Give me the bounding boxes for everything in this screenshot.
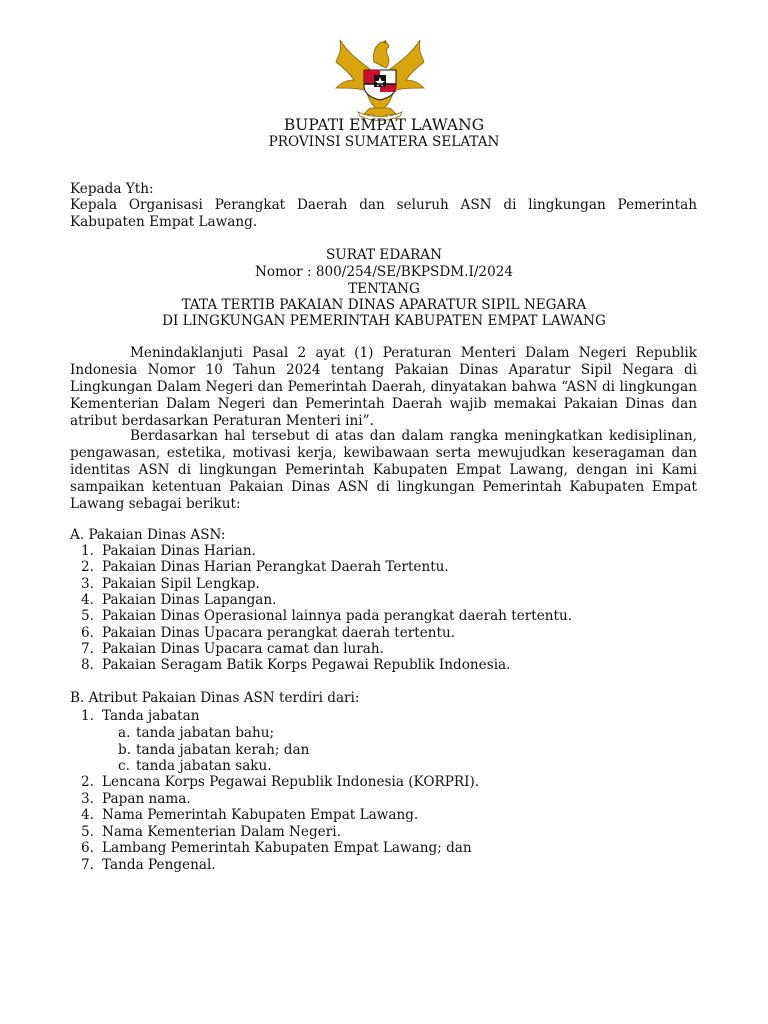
list-item-text: Pakaian Dinas Harian. [102,543,256,559]
list-item-number: 6. [81,840,94,856]
letter-subject-line-1: TATA TERTIB PAKAIAN DINAS APARATUR SIPIL NEGARA [181,297,587,313]
list-item [72,857,216,874]
list-item-text: Papan nama. [102,790,191,807]
list-item-number: b. [118,741,132,758]
list-item-text: Nama Pemerintah Kabupaten Empat Lawang. [102,807,419,823]
list-item-number: 3. [81,575,94,592]
list-item-number: 4. [81,591,94,608]
list-item-text: Nama Kementerian Dalam Negeri. [102,823,341,840]
garuda-emblem-icon [330,34,430,122]
list-item-number: 2. [81,559,94,576]
list-item-number: 1. [81,708,94,724]
list-item [72,824,341,841]
list-item [118,758,272,775]
list-item [72,641,384,658]
list-item-number: c. [118,758,130,774]
list-item [72,576,260,593]
list-item-text: Pakaian Dinas Upacara camat dan lurah. [102,640,384,657]
letter-about: TENTANG [348,281,420,297]
list-item-number: 5. [81,823,94,840]
list-item-number: 7. [81,640,94,657]
body-paragraph-1: Menindaklanjuti Pasal 2 ayat (1) Peraturan Menteri Dalam Negeri Republik Indonesia Nomor 10 Tahun 2024 tentang Pakaian Dinas Aparatur Sipil Negara di Lingkungan Dalam Negeri dan Pemerintah Daerah, dinyatakan bahwa “ASN di lingkungan Kementerian Dalam Negeri dan Pemerintah Daerah wajib memakai Pakaian Dinas dan atribut berdasarkan Peraturan Menteri ini”. [70,345,697,429]
list-item-text: Pakaian Seragam Batik Korps Pegawai Republik Indonesia. [102,657,511,674]
list-item [72,791,191,808]
list-item [72,657,510,674]
list-item-number: 7. [81,856,94,873]
list-item-number: 8. [81,657,94,674]
list-item [72,543,256,560]
list-item-text: tanda jabatan saku. [136,758,272,774]
letter-number: Nomor : 800/254/SE/BKPSDM.I/2024 [254,264,514,280]
list-item [72,608,572,625]
list-item-text: tanda jabatan kerah; dan [136,741,310,758]
list-item-text: Tanda Pengenal. [102,856,216,873]
list-item [72,840,472,857]
list-item-text: tanda jabatan bahu; [136,725,275,741]
letter-head-title: BUPATI EMPAT LAWANG [283,116,485,134]
list-item-text: Pakaian Dinas Lapangan. [102,591,277,608]
list-item [72,559,449,576]
recipient-label: Kepada Yth: [70,181,154,197]
list-item-number: 5. [81,608,94,625]
letter-head-subtitle: PROVINSI SUMATERA SELATAN [268,134,500,150]
list-item [118,725,274,742]
list-item [72,625,455,642]
letter-type: SURAT EDARAN [325,247,443,263]
list-item [72,592,277,609]
letter-subject-line-2: DI LINGKUNGAN PEMERINTAH KABUPATEN EMPAT LAWANG [162,313,606,329]
list-item [118,742,309,759]
list-item-number: 1. [81,543,94,559]
list-item-number: a. [118,725,131,741]
list-item [72,807,418,824]
list-item-number: 3. [81,790,94,807]
list-item-text: Pakaian Dinas Upacara perangkat daerah tertentu. [102,624,456,641]
list-item [72,774,479,791]
list-item-number: 6. [81,624,94,641]
section-b-heading: B. Atribut Pakaian Dinas ASN terdiri dari: [70,690,360,706]
list-item-number: 4. [81,807,94,823]
list-item-text: Lencana Korps Pegawai Republik Indonesia (KORPRI). [102,774,480,790]
list-item-text: Pakaian Dinas Harian Perangkat Daerah Tertentu. [102,559,449,576]
section-a-heading: A. Pakaian Dinas ASN: [70,527,226,543]
list-item-text: Tanda jabatan [102,708,200,724]
list-item-text: Pakaian Sipil Lengkap. [102,575,260,592]
list-item-text: Lambang Pemerintah Kabupaten Empat Lawang; dan [102,840,472,856]
recipient-name: Kepala Organisasi Perangkat Daerah dan seluruh ASN di lingkungan Pemerintah Kabupaten Empat Lawang. [70,197,697,230]
list-item-text: Pakaian Dinas Operasional lainnya pada perangkat daerah tertentu. [102,608,573,625]
list-item [72,708,199,725]
list-item-number: 2. [81,774,94,790]
body-paragraph-2: Berdasarkan hal tersebut di atas dan dalam rangka meningkatkan kedisiplinan, pengawasan, estetika, motivasi kerja, kewibawaan serta mewujudkan keseragaman dan identitas ASN di lingkungan Pemerintah Kabupaten Empat Lawang, dengan ini Kami sampaikan ketentuan Pakaian Dinas ASN di lingkungan Pemerintah Kabupaten Empat Lawang sebagai berikut: [70,428,697,512]
